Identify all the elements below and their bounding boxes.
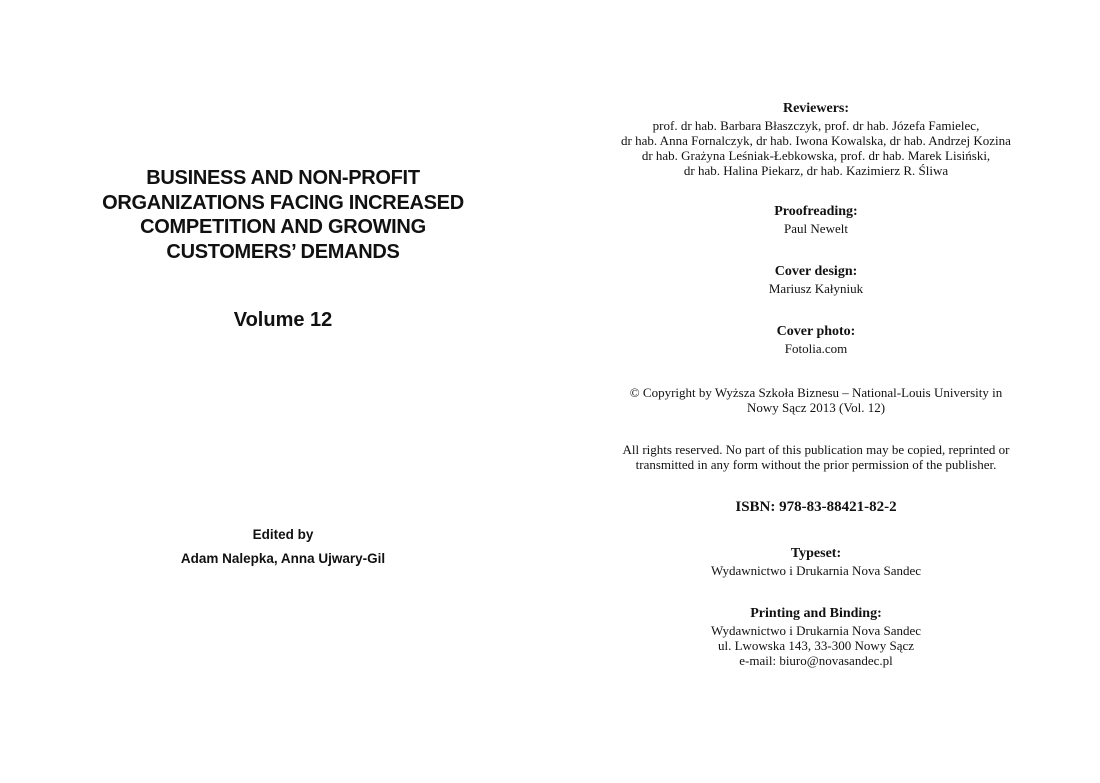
printing-section [566, 605, 1066, 668]
title-line: COMPETITION AND GROWING [140, 216, 426, 238]
cover-design-section [566, 263, 1066, 296]
cover-photo-source: Fotolia.com [784, 341, 848, 356]
rights-line: transmitted in any form without the prior permission of the publisher. [635, 457, 997, 472]
copyright-section [566, 385, 1066, 415]
title-line: BUSINESS AND NON-PROFIT [146, 167, 420, 189]
reviewers-line: dr hab. Anna Fornalczyk, dr hab. Iwona Kowalska, dr hab. Andrzej Kozina [621, 133, 1011, 148]
right-page [566, 0, 1100, 783]
copyright-line: © Copyright by Wyższa Szkoła Biznesu – National-Louis University in [629, 385, 1003, 400]
printing-line: ul. Lwowska 143, 33-300 Nowy Sącz [717, 638, 915, 653]
book-title [70, 166, 496, 264]
cover-design-name: Mariusz Kałyniuk [768, 281, 864, 296]
printing-heading: Printing and Binding: [750, 606, 882, 621]
reviewers-heading: Reviewers: [782, 101, 850, 116]
reviewers-line: prof. dr hab. Barbara Błaszczyk, prof. dr hab. Józefa Famielec, [652, 118, 980, 133]
volume-label: Volume 12 [233, 309, 333, 331]
reviewers-line: dr hab. Grażyna Leśniak-Łebkowska, prof. dr hab. Marek Lisiński, [641, 148, 991, 163]
printing-line: Wydawnictwo i Drukarnia Nova Sandec [710, 623, 922, 638]
typeset-heading: Typeset: [790, 546, 842, 561]
proofreading-section [566, 203, 1066, 236]
reviewers-line: dr hab. Halina Piekarz, dr hab. Kazimierz R. Śliwa [683, 163, 949, 178]
edited-by-label: Edited by [252, 527, 314, 542]
title-line: CUSTOMERS’ DEMANDS [166, 240, 400, 263]
proofreading-heading: Proofreading: [774, 204, 858, 219]
typeset-name: Wydawnictwo i Drukarnia Nova Sandec [710, 563, 922, 578]
cover-photo-heading: Cover photo: [776, 324, 856, 339]
rights-line: All rights reserved. No part of this publication may be copied, reprinted or [622, 442, 1010, 457]
editors-names: Adam Nalepka, Anna Ujwary-Gil [180, 551, 386, 566]
title-line: ORGANIZATIONS FACING INCREASED [102, 191, 464, 214]
rights-section [566, 442, 1066, 472]
copyright-line: Nowy Sącz 2013 (Vol. 12) [746, 400, 886, 415]
proofreading-name: Paul Newelt [784, 221, 848, 236]
typeset-section [566, 545, 1066, 578]
cover-design-heading: Cover design: [774, 264, 858, 279]
isbn-label: ISBN: 978-83-88421-82-2 [735, 499, 897, 515]
printing-email: e-mail: biuro@novasandec.pl [739, 653, 893, 668]
reviewers-section [566, 100, 1066, 178]
cover-photo-section [566, 323, 1066, 356]
